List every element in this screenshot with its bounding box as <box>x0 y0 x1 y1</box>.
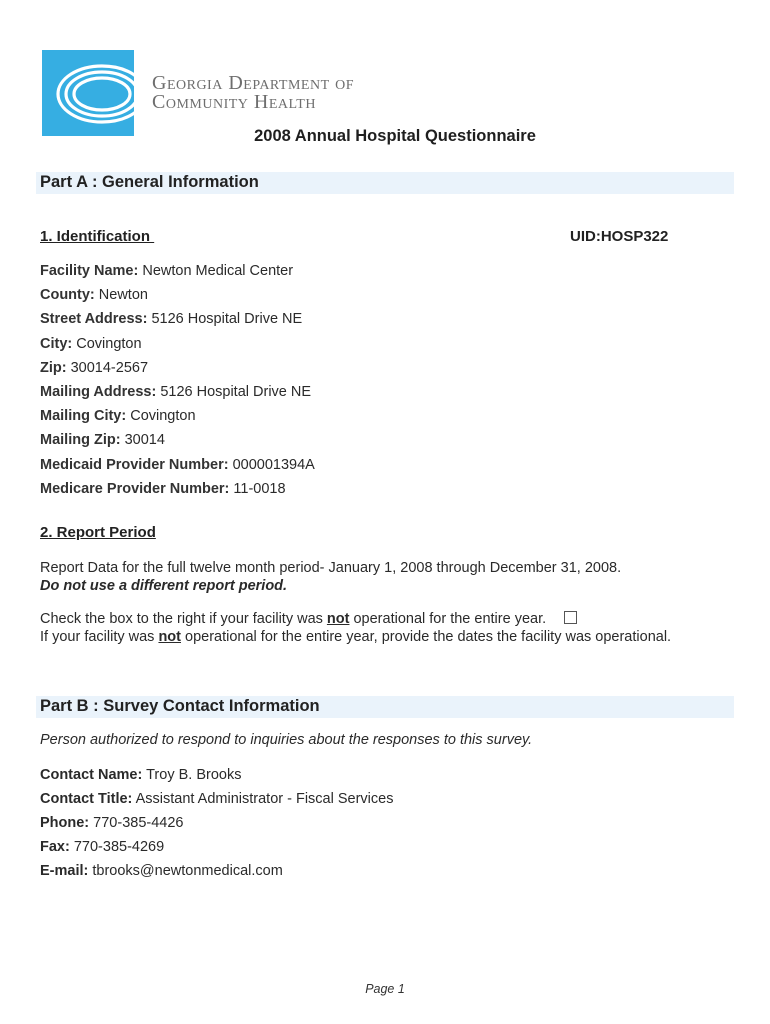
not-operational-check-line: Check the box to the right if your facility was not operational for the entire year. <box>40 610 671 628</box>
field-phone: Phone: 770-385-4426 <box>40 815 184 831</box>
field-contact-name: Contact Name: Troy B. Brooks <box>40 767 242 783</box>
org-line-1: Georgia Department of <box>152 72 355 94</box>
field-fax: Fax: 770-385-4269 <box>40 839 165 855</box>
org-line-2: Community Health <box>152 91 316 113</box>
field-medicaid-provider-number: Medicaid Provider Number: 000001394A <box>40 456 315 473</box>
field-zip: Zip: 30014-2567 <box>40 359 149 376</box>
contact-fields <box>40 765 393 885</box>
field-medicare-provider-number: Medicare Provider Number: 11-0018 <box>40 480 286 497</box>
field-email: E-mail: tbrooks@newtonmedical.com <box>40 863 283 879</box>
part-a-heading: Part A : General Information <box>40 173 259 191</box>
field-county: County: Newton <box>40 287 148 304</box>
field-facility-name: Facility Name: Newton Medical Center <box>40 263 294 279</box>
part-a-header-bar <box>36 172 734 194</box>
part-b-header-bar <box>36 696 734 718</box>
page-number: Page 1 <box>365 982 405 996</box>
dch-logo <box>42 50 142 136</box>
not-operational-checkbox[interactable] <box>564 611 577 624</box>
identification-heading: 1. Identification <box>40 228 151 245</box>
part-b-note: Person authorized to respond to inquiries about the responses to this survey. <box>40 732 533 748</box>
field-mailing-zip: Mailing Zip: 30014 <box>40 432 165 449</box>
report-period-warning: Do not use a different report period. <box>40 578 288 594</box>
identification-fields <box>40 261 315 503</box>
field-mailing-city: Mailing City: Covington <box>40 408 196 425</box>
document-title: 2008 Annual Hospital Questionnaire <box>254 127 536 145</box>
operational-status-text <box>40 610 671 646</box>
report-period-text <box>40 559 621 595</box>
report-period-line: Report Data for the full twelve month period- January 1, 2008 through December 31, 2008. <box>40 560 622 576</box>
field-city: City: Covington <box>40 335 142 352</box>
report-period-heading: 2. Report Period <box>40 524 156 541</box>
field-street-address: Street Address: 5126 Hospital Drive NE <box>40 311 303 328</box>
operational-dates-line: If your facility was not operational for the entire year, provide the dates the facility was operational. <box>40 629 672 645</box>
organization-name <box>152 74 354 112</box>
part-b-heading: Part B : Survey Contact Information <box>40 697 320 715</box>
field-contact-title: Contact Title: Assistant Administrator - Fiscal Services <box>40 791 394 807</box>
uid-label: UID:HOSP322 <box>570 228 669 245</box>
dch-logo-graphic <box>42 50 142 136</box>
field-mailing-address: Mailing Address: 5126 Hospital Drive NE <box>40 383 312 400</box>
